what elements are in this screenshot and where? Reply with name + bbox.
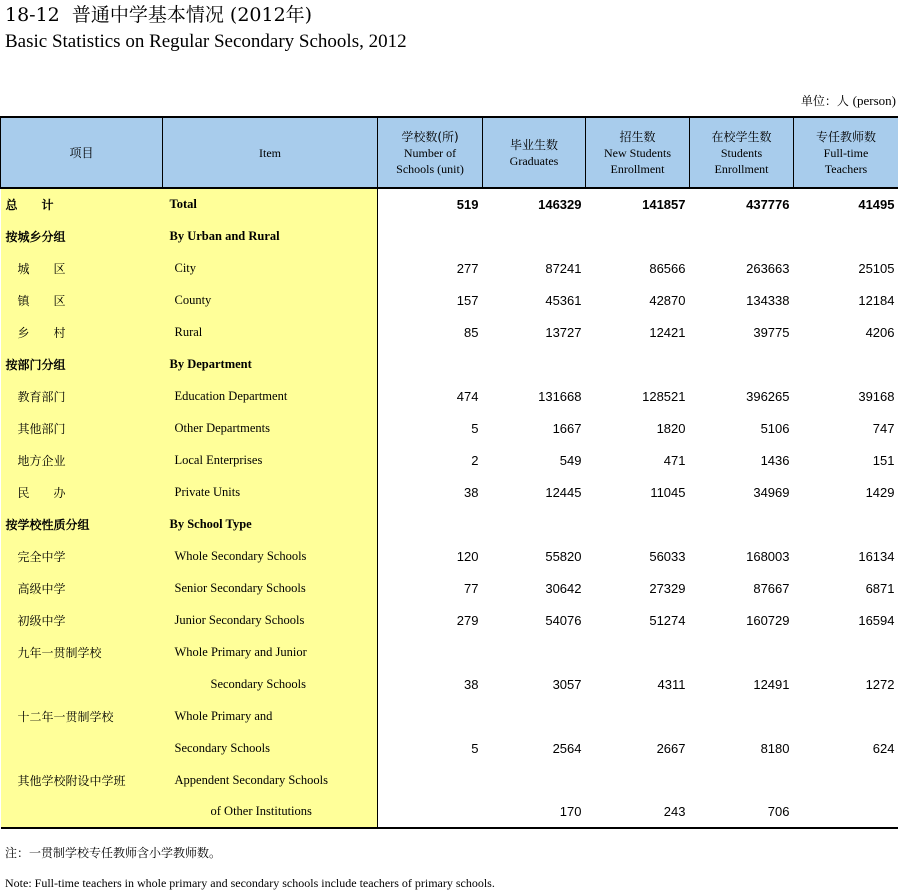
- cell-graduates: 1667: [552, 420, 582, 436]
- row-item-cn: 城 区: [1, 252, 163, 284]
- cell-teachers: 25105: [858, 260, 895, 276]
- row-item-cn: 完全中学: [1, 540, 163, 572]
- cell-teachers: [794, 348, 898, 380]
- row-item-cn: [1, 668, 163, 700]
- table-row: [1, 284, 898, 316]
- cell-teachers: [794, 636, 898, 668]
- cell-schools: 474: [456, 388, 479, 404]
- table-number: 18-12: [5, 4, 60, 26]
- cell-schools: [378, 348, 483, 380]
- row-item-en: Senior Secondary Schools: [163, 572, 378, 604]
- cell-graduates: 87241: [545, 260, 582, 276]
- table-row: [1, 636, 898, 668]
- header-item-cn: 项目: [1, 117, 163, 188]
- cell-teachers: 41495: [858, 197, 895, 212]
- cell-schools: 38: [464, 484, 479, 500]
- cell-students: 706: [690, 796, 794, 828]
- cell-schools: [378, 764, 483, 796]
- row-item-cn: 总 计: [1, 188, 163, 220]
- cell-schools: [378, 508, 483, 540]
- cell-teachers: 39168: [858, 388, 895, 404]
- row-item-en: Other Departments: [163, 412, 378, 444]
- row-item-en: Local Enterprises: [163, 444, 378, 476]
- cell-students: 263663: [746, 260, 790, 276]
- cell-students: 39775: [753, 324, 790, 340]
- row-item-en: Private Units: [163, 476, 378, 508]
- cell-schools: 5: [471, 420, 479, 436]
- table-row: [1, 604, 898, 636]
- cell-schools: 277: [456, 260, 479, 276]
- cell-enrollment: 42870: [649, 292, 686, 308]
- table-body: [1, 188, 898, 828]
- table-row: [1, 508, 898, 540]
- cell-enrollment: [586, 220, 690, 252]
- row-item-cn: [1, 796, 163, 828]
- cell-graduates: [483, 348, 586, 380]
- cell-students: [690, 508, 794, 540]
- cell-graduates: 54076: [545, 612, 582, 628]
- row-item-en: Whole Primary and Junior: [163, 636, 378, 668]
- table-row: [1, 380, 898, 412]
- row-item-cn: 按部门分组: [1, 348, 163, 380]
- cell-graduates: 45361: [545, 292, 582, 308]
- cell-teachers: 4206: [865, 324, 895, 340]
- cell-schools: 2: [471, 452, 479, 468]
- row-item-en: Secondary Schools: [163, 668, 378, 700]
- row-item-cn: 按学校性质分组: [1, 508, 163, 540]
- cell-teachers: [794, 220, 898, 252]
- cell-graduates: 55820: [545, 548, 582, 564]
- row-item-en: County: [163, 284, 378, 316]
- cell-schools: [378, 796, 483, 828]
- cell-graduates: 13727: [545, 324, 582, 340]
- row-item-en: Junior Secondary Schools: [163, 604, 378, 636]
- row-item-en: Rural: [163, 316, 378, 348]
- cell-schools: 38: [464, 676, 479, 692]
- cell-teachers: 151: [872, 452, 895, 468]
- table-row: [1, 316, 898, 348]
- cell-graduates: 146329: [538, 197, 582, 212]
- table-row: [1, 412, 898, 444]
- header-graduates: 毕业生数 Graduates: [483, 117, 586, 188]
- table-row: [1, 796, 898, 828]
- cell-enrollment: [586, 636, 690, 668]
- header-schools: 学校数(所) Number of Schools (unit): [378, 117, 483, 188]
- row-item-en: Secondary Schools: [163, 732, 378, 764]
- cell-teachers: 624: [872, 740, 895, 756]
- cell-schools: [378, 700, 483, 732]
- cell-graduates: 12445: [545, 484, 582, 500]
- cell-enrollment: 11045: [650, 484, 686, 500]
- cell-graduates: 170: [483, 796, 586, 828]
- row-item-en: Education Department: [163, 380, 378, 412]
- cell-students: 5106: [760, 420, 790, 436]
- row-item-cn: 九年一贯制学校: [1, 636, 163, 668]
- row-item-cn: 镇 区: [1, 284, 163, 316]
- header-item-en: Item: [163, 117, 378, 188]
- row-item-cn: 十二年一贯制学校: [1, 700, 163, 732]
- row-item-en: By Department: [163, 348, 378, 380]
- table-row: [1, 348, 898, 380]
- table-header: [1, 117, 898, 188]
- cell-graduates: 2564: [552, 740, 582, 756]
- row-item-en: City: [163, 252, 378, 284]
- cell-graduates: 30642: [545, 580, 582, 596]
- cell-enrollment: [586, 348, 690, 380]
- cell-enrollment: [586, 508, 690, 540]
- unit-cn: 单位：人: [800, 94, 849, 108]
- cell-schools: 279: [456, 612, 479, 628]
- cell-graduates: [483, 220, 586, 252]
- row-item-cn: 初级中学: [1, 604, 163, 636]
- row-item-cn: 按城乡分组: [1, 220, 163, 252]
- row-item-cn: 民 办: [1, 476, 163, 508]
- cell-enrollment: 4311: [657, 676, 686, 692]
- row-item-cn: 乡 村: [1, 316, 163, 348]
- cell-students: [690, 220, 794, 252]
- cell-enrollment: 51274: [649, 612, 686, 628]
- row-item-en: By Urban and Rural: [163, 220, 378, 252]
- table-row: [1, 220, 898, 252]
- cell-enrollment: 86566: [649, 260, 686, 276]
- cell-students: 396265: [746, 388, 790, 404]
- table-row: [1, 732, 898, 764]
- cell-teachers: 6871: [865, 580, 895, 596]
- footnote-en: Note: Full-time teachers in whole primary and secondary schools include teachers of primary schools.: [5, 876, 495, 890]
- cell-teachers: [794, 508, 898, 540]
- row-item-en: By School Type: [163, 508, 378, 540]
- cell-graduates: 131668: [538, 388, 582, 404]
- cell-enrollment: [586, 764, 690, 796]
- row-item-cn: 教育部门: [1, 380, 163, 412]
- row-item-cn: 其他部门: [1, 412, 163, 444]
- cell-students: 34969: [753, 484, 790, 500]
- cell-students: [690, 764, 794, 796]
- cell-enrollment: 12421: [649, 324, 686, 340]
- cell-students: 168003: [746, 548, 790, 564]
- cell-students: [690, 348, 794, 380]
- cell-students: [690, 700, 794, 732]
- header-teachers: 专任教师数 Full-time Teachers: [794, 117, 898, 188]
- table-row: [1, 764, 898, 796]
- table-title-cn: [5, 4, 312, 26]
- table-title-en: Basic Statistics on Regular Secondary Schools, 2012: [5, 31, 407, 52]
- cell-enrollment: [586, 700, 690, 732]
- table-row: [1, 540, 898, 572]
- table-row: [1, 476, 898, 508]
- row-item-en: Whole Primary and: [163, 700, 378, 732]
- cell-graduates: 3057: [552, 676, 582, 692]
- row-item-cn: [1, 732, 163, 764]
- table-row: [1, 572, 898, 604]
- table-row: [1, 700, 898, 732]
- cell-schools: [378, 220, 483, 252]
- cell-enrollment: 27329: [649, 580, 686, 596]
- cell-students: 8180: [760, 740, 790, 756]
- cell-enrollment: 141857: [642, 197, 686, 212]
- cell-teachers: [794, 796, 898, 828]
- cell-students: 12491: [753, 676, 790, 692]
- cell-schools: 85: [464, 324, 479, 340]
- table-row: [1, 668, 898, 700]
- cell-teachers: 12184: [858, 292, 895, 308]
- cell-graduates: [483, 764, 586, 796]
- cell-teachers: 747: [872, 420, 895, 436]
- row-item-cn: 地方企业: [1, 444, 163, 476]
- cell-graduates: [483, 508, 586, 540]
- cell-teachers: 16134: [858, 548, 895, 564]
- cell-schools: 519: [456, 197, 479, 212]
- row-item-en: Total: [163, 188, 378, 220]
- cell-graduates: 549: [559, 452, 582, 468]
- header-enrollment: 招生数 New Students Enrollment: [586, 117, 690, 188]
- title-chinese: 普通中学基本情况 (2012年): [71, 4, 313, 26]
- cell-enrollment: 2667: [656, 740, 686, 756]
- cell-students: 160729: [746, 612, 790, 628]
- row-item-en: Whole Secondary Schools: [163, 540, 378, 572]
- cell-graduates: [483, 700, 586, 732]
- footnote-cn: 注：一贯制学校专任教师含小学教师数。: [5, 846, 222, 860]
- cell-students: [690, 636, 794, 668]
- cell-students: 437776: [746, 197, 790, 212]
- cell-enrollment: 471: [663, 452, 686, 468]
- cell-teachers: [794, 764, 898, 796]
- cell-schools: 120: [456, 548, 479, 564]
- row-item-cn: 其他学校附设中学班: [1, 764, 163, 796]
- cell-schools: [378, 636, 483, 668]
- cell-students: 1436: [760, 452, 790, 468]
- row-item-en: Appendent Secondary Schools: [163, 764, 378, 796]
- cell-teachers: 1272: [865, 676, 895, 692]
- cell-schools: 77: [464, 580, 479, 596]
- cell-students: 87667: [753, 580, 790, 596]
- row-item-cn: 高级中学: [1, 572, 163, 604]
- cell-enrollment: 56033: [649, 548, 686, 564]
- unit-label: [801, 92, 896, 109]
- cell-schools: 5: [471, 740, 479, 756]
- unit-en: (person): [852, 93, 896, 108]
- cell-graduates: [483, 636, 586, 668]
- header-students: 在校学生数 Students Enrollment: [690, 117, 794, 188]
- table-row: [1, 444, 898, 476]
- row-item-en: of Other Institutions: [163, 796, 378, 828]
- cell-enrollment: 1820: [656, 420, 686, 436]
- cell-students: 134338: [746, 292, 790, 308]
- table-row: [1, 188, 898, 220]
- cell-enrollment: 243: [586, 796, 690, 828]
- cell-teachers: 1429: [865, 484, 895, 500]
- table-row: [1, 252, 898, 284]
- cell-teachers: [794, 700, 898, 732]
- statistics-table: [0, 116, 898, 829]
- cell-enrollment: 128521: [642, 388, 686, 404]
- cell-teachers: 16594: [858, 612, 895, 628]
- cell-schools: 157: [456, 292, 479, 308]
